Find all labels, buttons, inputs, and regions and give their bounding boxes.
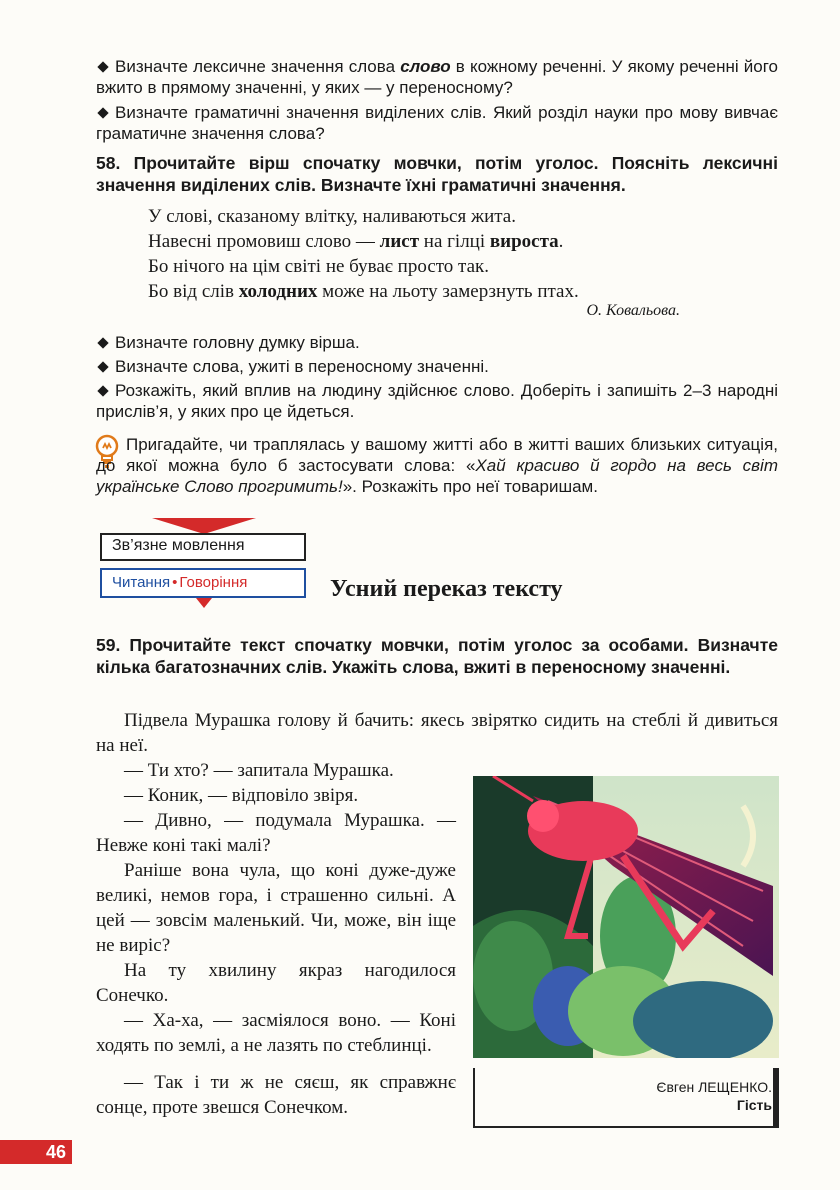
- caption-artist: Євген ЛЕЩЕНКО.: [656, 1079, 772, 1095]
- story-paragraph-1: Підвела Мурашка голову й бачить: якесь звірятко сидить на стеблі й дивиться на неї.: [96, 710, 778, 756]
- question-1: Визначте лексичне значення слова слово в кожному реченні. У якому реченні його вжито в прямому значенні, у яких — у переносному?: [96, 57, 778, 97]
- poem-line-2: Навесні промовиш слово — лист на гілці вироста.: [148, 231, 564, 252]
- red-triangle-top: [152, 518, 256, 534]
- diamond-bullet-icon: [97, 337, 108, 348]
- diamond-bullet-icon: [97, 385, 108, 396]
- question-2: Визначте граматичні значення виділених слів. Який розділ науки про мову вивчає граматичне значення слова?: [96, 103, 778, 143]
- highlighted-word: слово: [400, 57, 451, 76]
- question-5: Розкажіть, який вплив на людину здійснює слово. Доберіть і запишіть 2–3 народні прислів’я, у яких про це йдеться.: [96, 381, 778, 421]
- caption-title: Гість: [736, 1097, 772, 1113]
- task-59: 59. Прочитайте текст спочатку мовчки, потім уголос за особами. Визначте кілька багатозначних слів. Укажіть слова, вжиті в переносному значенні.: [96, 635, 778, 677]
- badge-reading-speaking: Читання • Говоріння: [100, 568, 306, 598]
- story-paragraph-7: — Ха-ха, — засміялося воно. — Коні ходять по землі, а не лазять по стеблинці.: [96, 1010, 456, 1056]
- story-paragraph-2: — Ти хто? — запитала Мурашка.: [124, 760, 394, 781]
- question-3: Визначте головну думку вірша.: [96, 332, 778, 353]
- diamond-bullet-icon: [97, 107, 108, 118]
- story-paragraph-3: — Коник, — відповіло звіря.: [124, 785, 359, 806]
- poem-line-4: Бо від слів холодних може на льоту замерзнуть птах.: [148, 281, 579, 302]
- poem-line-3: Бо нічого на цім світі не буває просто так.: [148, 256, 489, 277]
- red-triangle-bottom: [196, 598, 212, 608]
- task-58: 58. Прочитайте вірш спочатку мовчки, потім уголос. Поясніть лексичні значення виділених слів. Визначте їхні граматичні значення.: [96, 153, 778, 195]
- story-paragraph-4: — Дивно, — подумала Мурашка. — Невже коні такі малі?: [96, 810, 456, 856]
- badge-connected-speech: Зв’язне мовлення: [100, 533, 306, 561]
- poem-line-1: У слові, сказаному влітку, наливаються жита.: [148, 206, 516, 227]
- tip-text: Пригадайте, чи траплялась у вашому житті або в житті ваших близьких ситуація, до якої можна було б застосувати слова: «Хай красиво й гордо на весь світ українське Слово прогримить!». Розкажіть про неї товаришам.: [96, 435, 778, 496]
- diamond-bullet-icon: [97, 61, 108, 72]
- section-title: Усний переказ тексту: [330, 576, 563, 602]
- illustration-grasshopper: [473, 776, 779, 1058]
- illustration-caption: [656, 1078, 772, 1114]
- page-number: 46: [0, 1140, 72, 1164]
- story-paragraph-5: Раніше вона чула, що коні дуже-дуже великі, немов гора, і страшенно сильні. А цей — зовсім маленький. Чи, може, він іще не виріс?: [96, 860, 456, 956]
- question-4: Визначте слова, ужиті в переносному значенні.: [96, 356, 778, 377]
- story-paragraph-8: — Так і ти ж не сяєш, як справжнє сонце, проте звешся Сонечком.: [96, 1072, 456, 1118]
- story-paragraph-6: На ту хвилину якраз нагодилося Сонечко.: [96, 960, 456, 1006]
- poem-author: О. Ковальова.: [586, 302, 680, 319]
- diamond-bullet-icon: [97, 361, 108, 372]
